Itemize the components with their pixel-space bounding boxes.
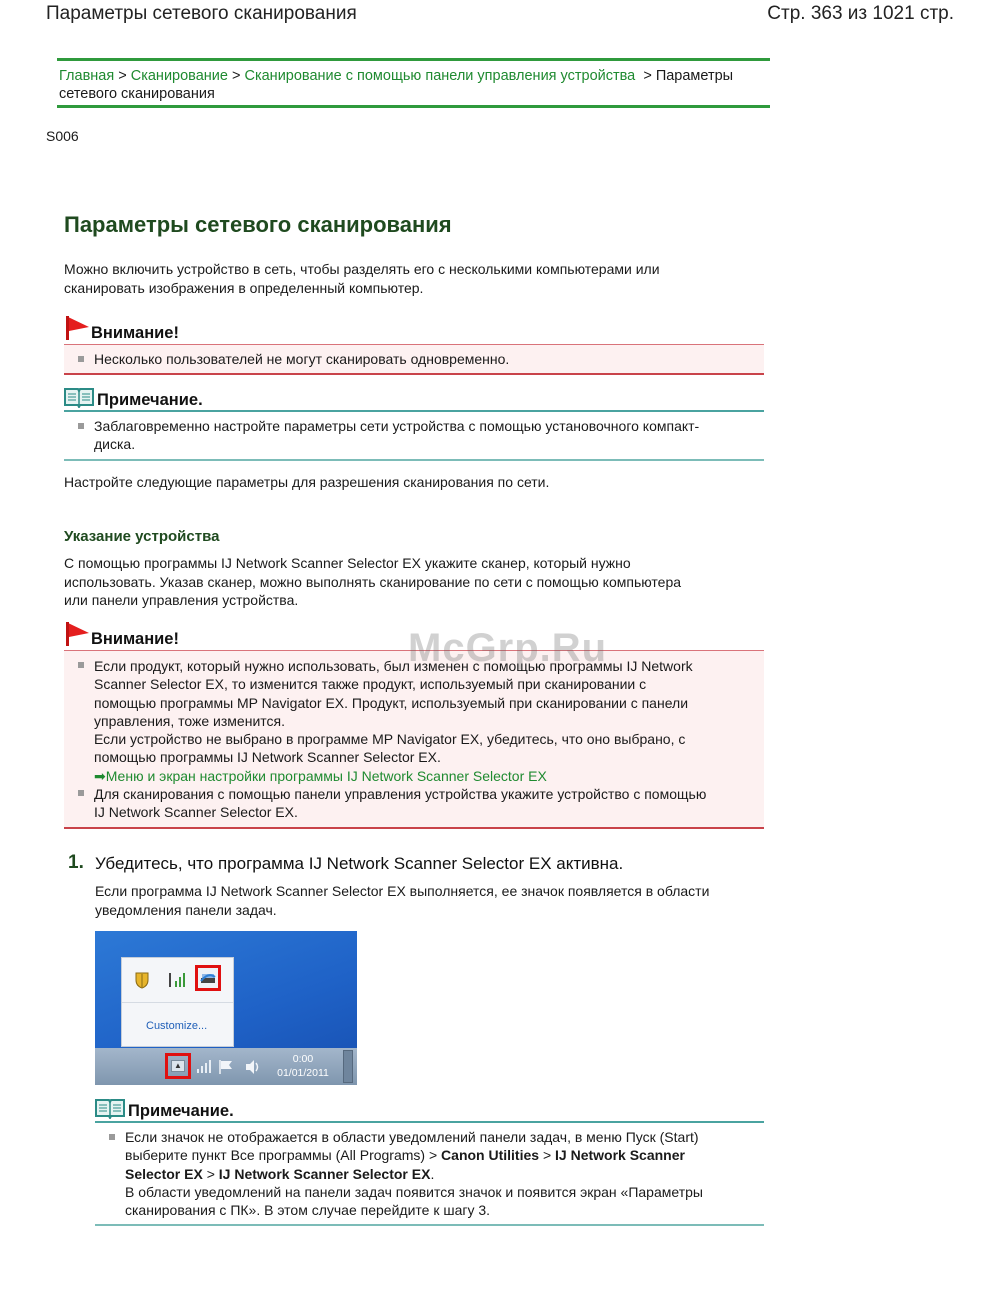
step-title: Убедитесь, что программа IJ Network Scanner Selector EX активна. [95, 854, 624, 873]
taskbar [95, 1048, 357, 1085]
doc-code: S006 [46, 128, 79, 144]
step-text: Если программа IJ Network Scanner Selector EX выполняется, ее значок появляется в области уведомления панели задач. [95, 883, 710, 918]
arrow-right-icon: ➡ [94, 767, 106, 784]
breadcrumb-separator: > [231, 68, 241, 84]
caution-item: Если продукт, который нужно использовать, был изменен с помощью программы IJ Network Scanner Selector EX, то изменится также продукт, используемый при сканировании с помощью программы MP Navigator EX. Продукт, используемый при сканировании с панели управления, тоже изменится. Если устройство не выбрано в программе MP Navigator EX, убедитесь, что оно выбрано, с помощью программы IJ Network Scanner Selector EX. ➡Меню и экран настройки программы IJ Network Scanner Selector EX [94, 658, 693, 784]
settings-text: Настройте следующие параметры для разрешения сканирования по сети. [64, 474, 550, 490]
breadcrumb-current-cont: сетевого сканирования [59, 86, 215, 102]
shield-icon [134, 971, 150, 992]
breadcrumb-current: Параметры [655, 68, 734, 84]
caution-flag-icon [64, 621, 90, 650]
caution-item: Для сканирования с помощью панели управления устройства укажите устройство с помощью IJ Network Scanner Selector EX. [94, 786, 707, 821]
note-item: Если значок не отображается в области уведомлений панели задач, в меню Пуск (Start) выберите пункт Все программы (All Programs) > Canon Utilities > IJ Network Scanner Selector EX > IJ Network Scanner Selector EX. В области уведомлений на панели задач появится значок и появится экран «Параметры сканирования с ПК». В этом случае перейдите к шагу 3. [125, 1129, 703, 1219]
note-item: Заблаговременно настройте параметры сети устройства с помощью установочного компакт- диска. [94, 418, 700, 453]
breadcrumb-separator: > [643, 68, 652, 84]
note-divider-bottom [64, 459, 764, 461]
page-header-title: Параметры сетевого сканирования [46, 3, 357, 24]
note-book-icon [95, 1097, 125, 1122]
bullet-icon [109, 1134, 115, 1140]
tray-overflow-popup [121, 957, 234, 1047]
breadcrumb [57, 58, 770, 108]
intro-text: Можно включить устройство в сеть, чтобы разделять его с несколькими компьютерами или сканировать изображения в определенный компьютер. [64, 261, 660, 296]
reference-link[interactable] [94, 767, 693, 785]
note-title: Примечание. [97, 391, 203, 409]
taskbar-screenshot [95, 931, 357, 1085]
caution-title: Внимание! [91, 324, 179, 342]
bullet-icon [78, 790, 84, 796]
section-title: Указание устройства [64, 528, 220, 545]
breadcrumb-link-panel-scanning[interactable]: Сканирование с помощью панели управления устройства [244, 68, 636, 84]
section-text: С помощью программы IJ Network Scanner Selector EX укажите сканер, который нужно использовать. Указав сканер, можно выполнять сканирование по сети с помощью компьютера или панели управления устройства. [64, 555, 682, 608]
note-divider-bottom [95, 1224, 764, 1226]
step-number: 1. [68, 852, 84, 873]
clock-date: 01/01/2011 [277, 1067, 329, 1079]
breadcrumb-link-scanning[interactable]: Сканирование [130, 68, 228, 84]
caution-item: Несколько пользователей не могут сканировать одновременно. [94, 351, 510, 367]
popup-divider [122, 1002, 233, 1003]
breadcrumb-separator: > [118, 68, 127, 84]
clock-time: 0:00 [292, 1053, 314, 1065]
page-title: Параметры сетевого сканирования [64, 212, 452, 237]
watermark: McGrp.Ru [408, 626, 608, 670]
show-desktop-button[interactable] [343, 1050, 353, 1083]
chevron-up-icon: ▲ [171, 1060, 185, 1072]
note-title: Примечание. [128, 1102, 234, 1120]
network-icon[interactable] [196, 1060, 212, 1077]
note-book-icon [64, 386, 94, 411]
bullet-icon [78, 662, 84, 668]
caution-title: Внимание! [91, 630, 179, 648]
action-center-flag-icon[interactable] [218, 1059, 234, 1078]
clock[interactable] [271, 1052, 335, 1080]
caution-flag-icon [64, 315, 90, 344]
show-hidden-icons-button[interactable] [165, 1053, 191, 1079]
link-text: Меню и экран настройки программы IJ Network Scanner Selector EX [105, 767, 547, 784]
note-box [95, 1123, 764, 1224]
page-counter: Стр. 363 из 1021 стр. [767, 3, 954, 24]
caution-box [64, 650, 764, 829]
scanner-selector-icon[interactable] [195, 965, 221, 991]
caution-box [64, 344, 764, 375]
breadcrumb-link-home[interactable]: Главная [59, 68, 115, 84]
bullet-icon [78, 356, 84, 362]
wireless-signal-icon [167, 971, 187, 992]
customize-link[interactable]: Customize... [146, 1020, 208, 1032]
speaker-icon[interactable] [244, 1059, 262, 1078]
bullet-icon [78, 423, 84, 429]
note-box [64, 412, 764, 459]
